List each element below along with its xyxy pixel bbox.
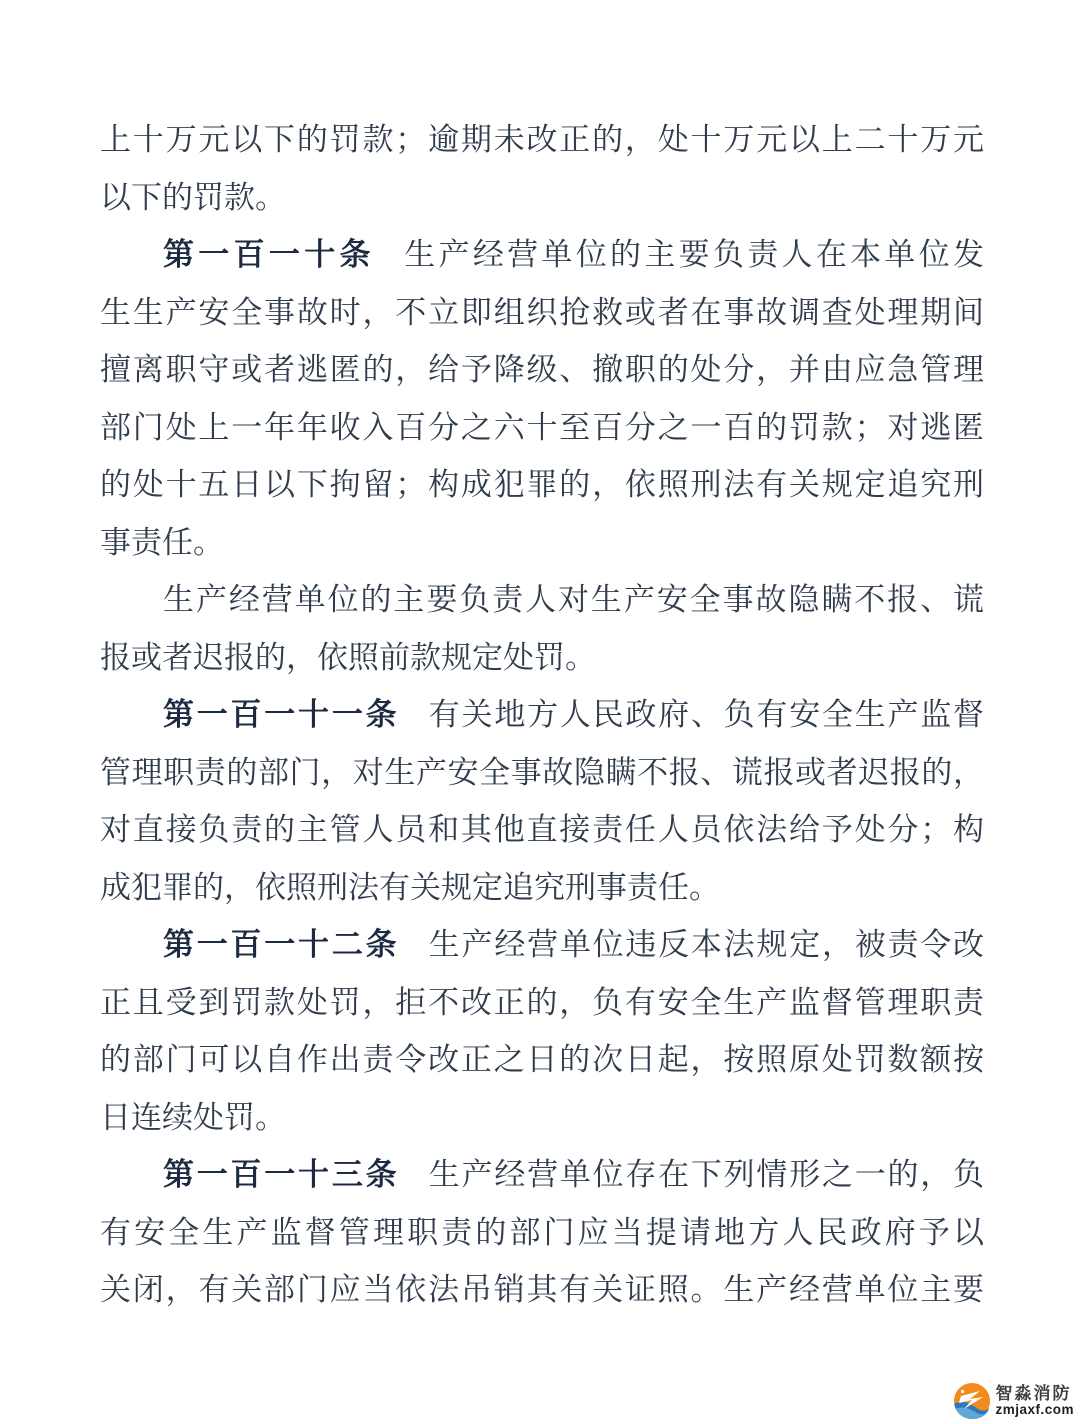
watermark-brand: 智淼消防 (995, 1383, 1072, 1403)
line-text: 擅离职守或者逃匿的，给予降级、撤职的处分，并由应急管理 (100, 352, 984, 387)
line-text: 管理职责的部门，对生产安全事故隐瞒不报、谎报或者迟报的， (100, 754, 984, 790)
text-line (100, 169, 984, 227)
text-line (100, 629, 984, 687)
line-text: 生生产安全事故时，不立即组织抢救或者在事故调查处理期间 (100, 294, 984, 330)
line-text: 生产经营单位的主要负责人在本单位发 (404, 237, 985, 272)
text-line (100, 226, 984, 284)
line-text: 关闭，有关部门应当依法吊销其有关证照。生产经营单位主要 (100, 1272, 984, 1307)
line-text: 上十万元以下的罚款；逾期未改正的，处十万元以上二十万元 (100, 122, 984, 157)
line-text: 有安全生产监督管理职责的部门应当提请地方人民政府予以 (100, 1214, 984, 1250)
text-line (100, 744, 984, 802)
text-line (100, 456, 984, 514)
line-text: 生产经营单位存在下列情形之一的，负 (428, 1157, 985, 1192)
text-line (100, 284, 984, 342)
article-number: 第一百一十三条 (163, 1157, 400, 1192)
line-text: 的部门可以自作出责令改正之日的次日起，按照原处罚数额按 (100, 1042, 984, 1077)
text-line (100, 341, 984, 399)
text-line (100, 974, 984, 1032)
text-line (100, 1146, 984, 1204)
line-text: 报或者迟报的，依照前款规定处罚。 (100, 639, 596, 675)
article-number: 第一百一十一条 (163, 697, 400, 732)
line-text: 有关地方人民政府、负有安全生产监督 (428, 697, 985, 732)
text-line (100, 686, 984, 744)
text-line (100, 1031, 984, 1089)
text-line (100, 111, 984, 169)
text-line (100, 1261, 984, 1319)
line-text: 对直接负责的主管人员和其他直接责任人员依法给予处分；构 (100, 812, 984, 847)
text-line (100, 801, 984, 859)
line-text: 生产经营单位违反本法规定，被责令改 (428, 927, 985, 962)
line-text: 成犯罪的，依照刑法有关规定追究刑事责任。 (100, 869, 720, 905)
watermark (953, 1382, 1074, 1420)
watermark-domain: zmjaxf.com (995, 1401, 1074, 1417)
line-text: 以下的罚款。 (100, 179, 286, 215)
watermark-text (995, 1385, 1074, 1417)
zhimiao-logo-icon (953, 1382, 991, 1420)
text-line (100, 859, 984, 917)
document-body (100, 111, 984, 1319)
article-number: 第一百一十条 (163, 237, 375, 272)
text-line (100, 1089, 984, 1147)
text-line (100, 1204, 984, 1262)
text-line (100, 916, 984, 974)
line-text: 日连续处罚。 (100, 1099, 286, 1135)
text-line (100, 571, 984, 629)
line-text: 生产经营单位的主要负责人对生产安全事故隐瞒不报、谎 (163, 582, 984, 617)
article-number: 第一百一十二条 (163, 927, 400, 962)
line-text: 部门处上一年年收入百分之六十至百分之一百的罚款；对逃匿 (100, 409, 984, 445)
line-text: 事责任。 (100, 524, 224, 560)
line-text: 正且受到罚款处罚，拒不改正的，负有安全生产监督管理职责 (100, 984, 984, 1020)
text-line (100, 399, 984, 457)
line-text: 的处十五日以下拘留；构成犯罪的，依照刑法有关规定追究刑 (100, 467, 984, 502)
text-line (100, 514, 984, 572)
